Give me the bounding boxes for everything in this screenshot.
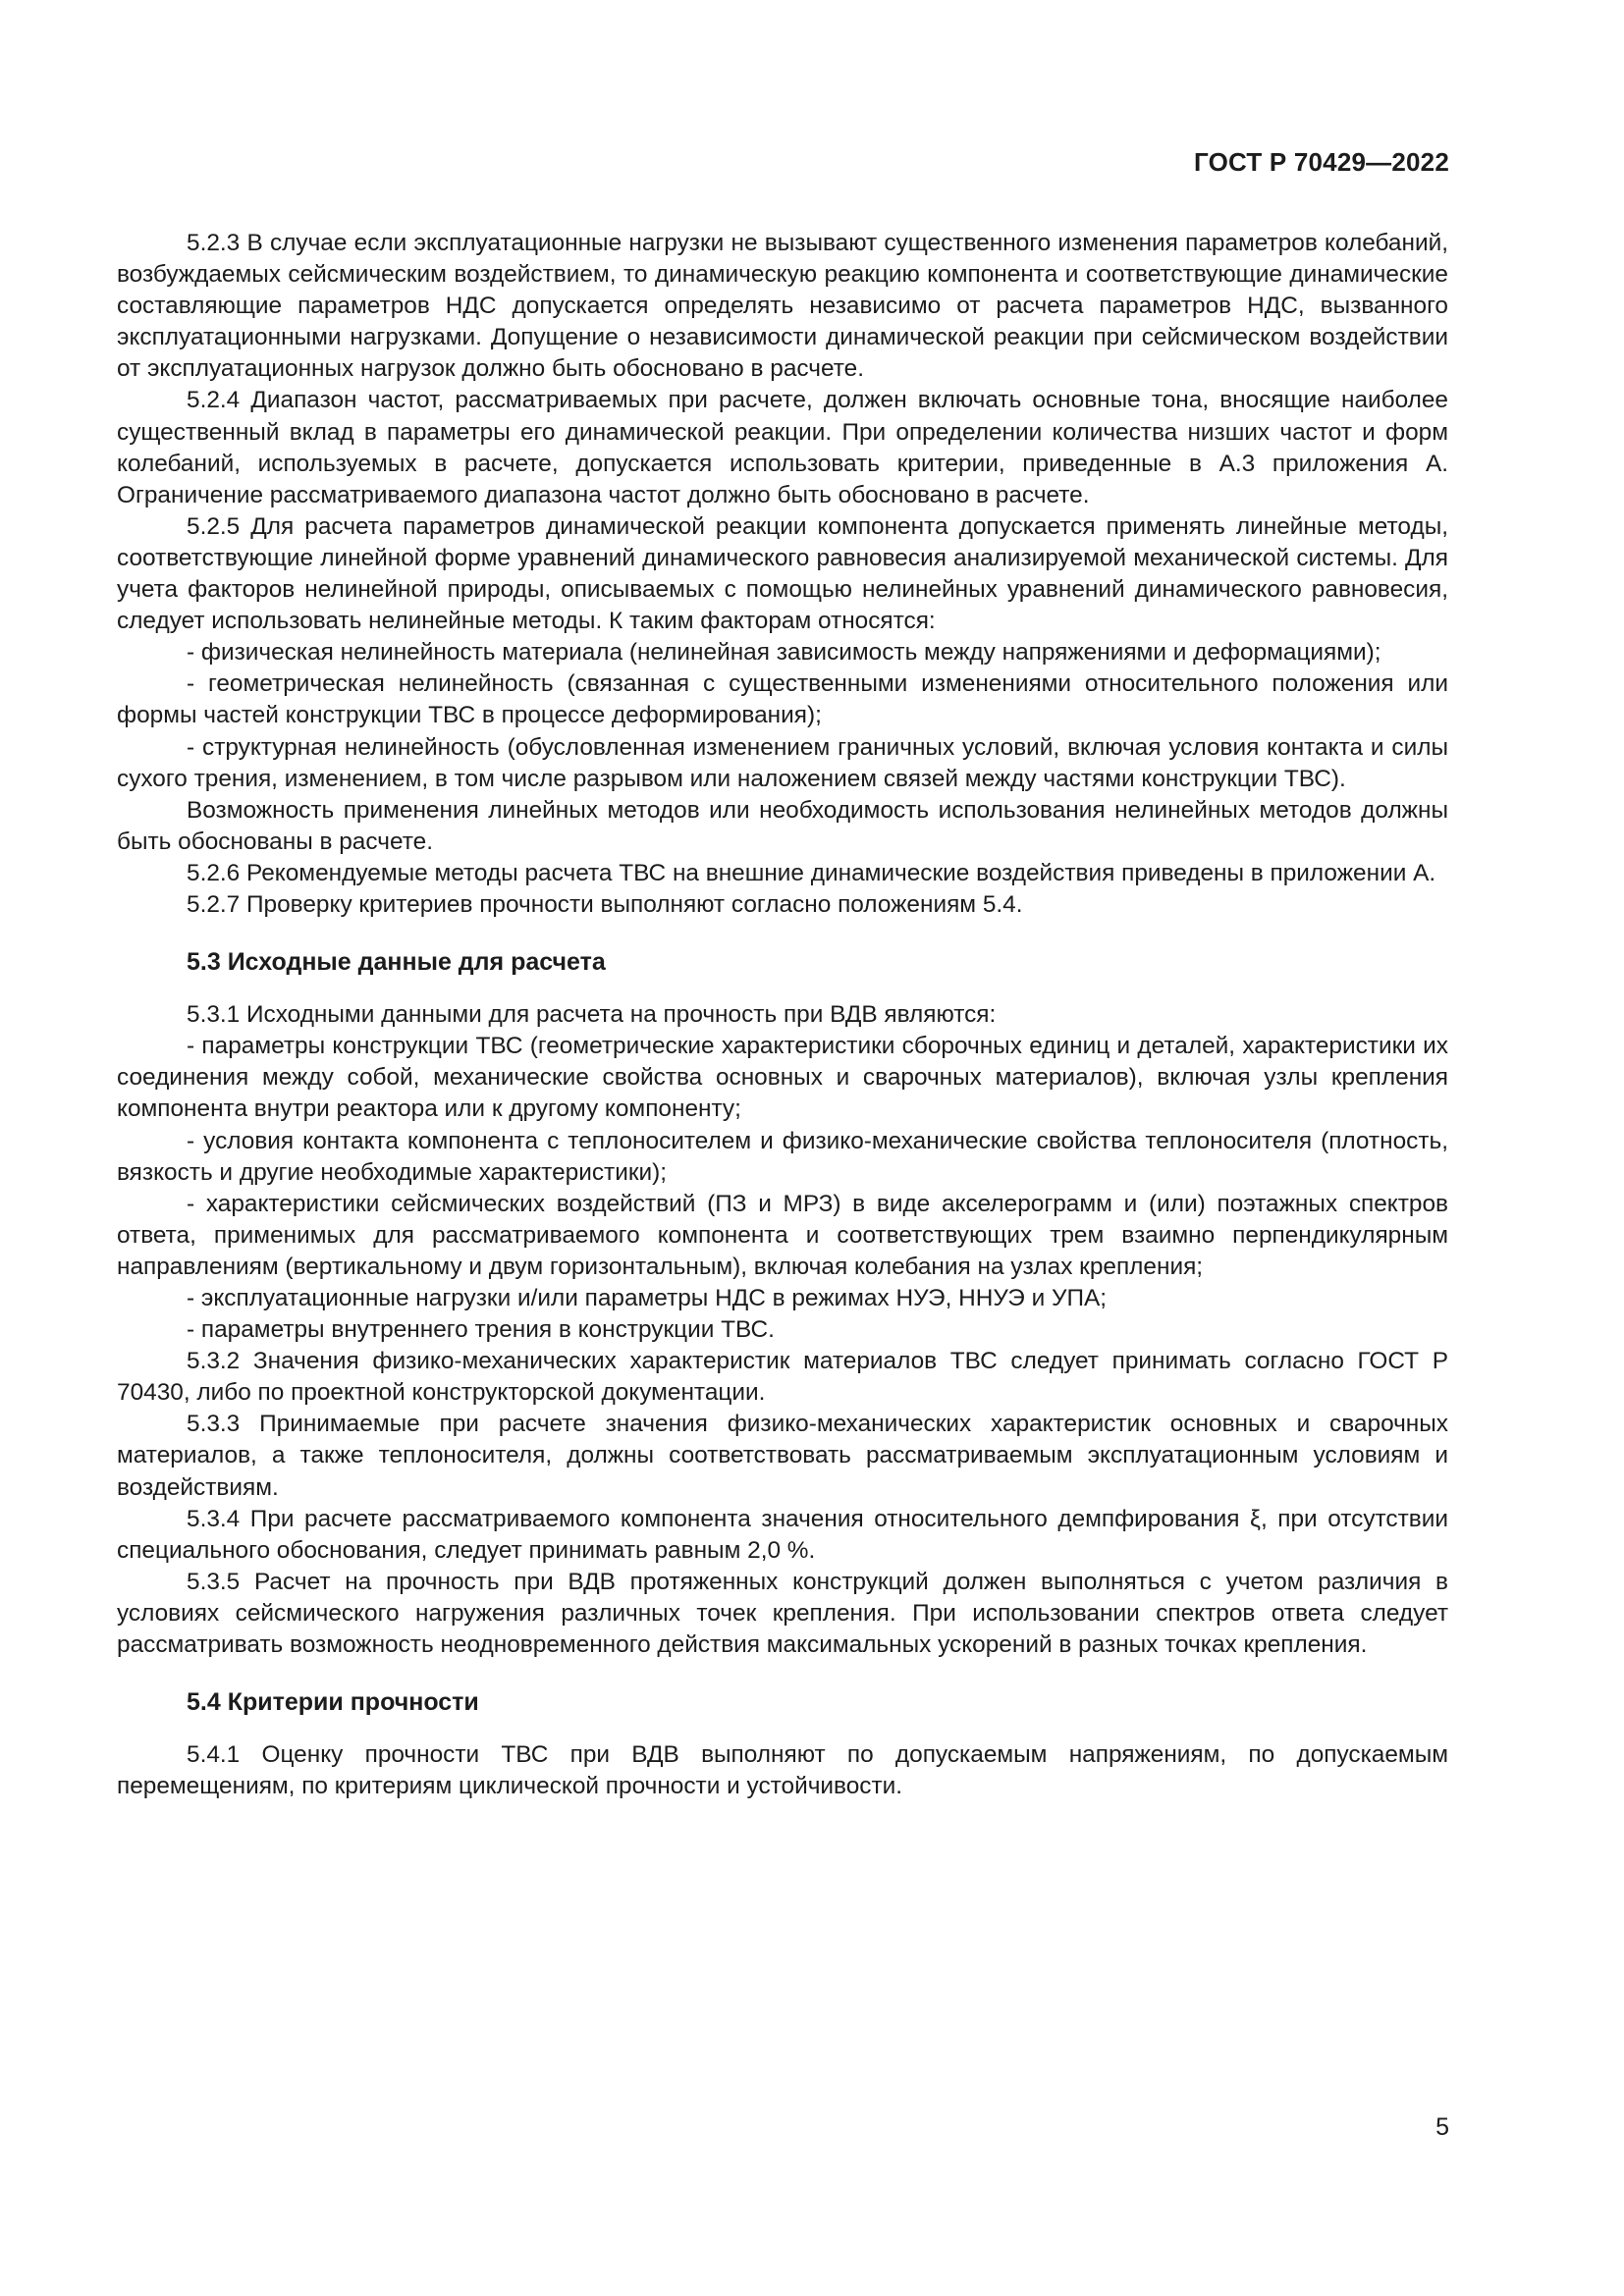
list-item-structural-nonlinearity: - структурная нелинейность (обусловленная изменением граничных условий, включая условия контакта и силы сухого трения, изменением, в том числе разрывом или наложением связей между частями конструкции ТВС). [117, 733, 1448, 792]
paragraph-5-2-6: 5.2.6 Рекомендуемые методы расчета ТВС на внешние динамические воздействия приведены в приложении А. [187, 859, 1436, 886]
section-spacer [117, 1661, 1448, 1686]
list-item-operational-loads: - эксплуатационные нагрузки и/или параметры НДС в режимах НУЭ, ННУЭ и УПА; [187, 1285, 1108, 1311]
section-heading-5-3: 5.3 Исходные данные для расчета [187, 948, 606, 977]
document-code-header: ГОСТ Р 70429—2022 [1194, 147, 1449, 177]
list-item-internal-friction: - параметры внутреннего трения в конструкции ТВС. [187, 1316, 775, 1344]
list-item-coolant-contact: - условия контакта компонента с теплоносителем и физико-механические свойства теплоносителя (плотность, вязкость и другие необходимые характеристики); [117, 1127, 1448, 1186]
list-item-construction-parameters: - параметры конструкции ТВС (геометрические характеристики сборочных единиц и деталей, характеристики их соединения между собой, механические свойства основных и сварочных материалов), включая узлы крепления компонента внутри реактора или к другому компоненту; [117, 1033, 1448, 1123]
section-heading-5-4: 5.4 Критерии прочности [187, 1688, 479, 1717]
paragraph-5-2-3: 5.2.3 В случае если эксплуатационные нагрузки не вызывают существенного изменения параметров колебаний, возбуждаемых сейсмическим воздействием, то динамическую реакцию компонента и соответствующие динамические составляющие параметров НДС допускается определять независимо от расчета параметров НДС, вызванного эксплуатационными нагрузками. Допущение о независимости динамической реакции при сейсмическом воздействии от эксплуатационных нагрузок должно быть обосновано в расчете. [117, 230, 1448, 383]
paragraph-5-2-7: 5.2.7 Проверку критериев прочности выполняют согласно положениям 5.4. [187, 890, 1023, 918]
document-body [117, 228, 1448, 1802]
paragraph-linear-methods-justification: Возможность применения линейных методов или необходимость использования нелинейных методов должны быть обоснованы в расчете. [117, 796, 1448, 855]
paragraph-5-3-1: 5.3.1 Исходными данными для расчета на прочность при ВДВ являются: [187, 1001, 997, 1029]
list-item-physical-nonlinearity: - физическая нелинейность материала (нелинейная зависимость между напряжениями и деформациями); [187, 639, 1381, 667]
paragraph-5-4-1: 5.4.1 Оценку прочности ТВС при ВДВ выполняют по допускаемым напряжениям, по допускаемым перемещениям, по критериям циклической прочности и устойчивости. [117, 1741, 1448, 1800]
list-item-seismic-characteristics: - характеристики сейсмических воздействий (ПЗ и МРЗ) в виде акселерограмм и (или) поэтажных спектров ответа, применимых для рассматриваемого компонента и соответствующих трем взаимно перпендикулярным направлениям (вертикальному и двум горизонтальным), включая колебания на узлах крепления; [117, 1190, 1448, 1280]
paragraph-5-3-5: 5.3.5 Расчет на прочность при ВДВ протяженных конструкций должен выполняться с учетом различия в условиях сейсмического нагружения различных точек крепления. При использовании спектров ответа следует рассматривать возможность неодновременного действия максимальных ускорений в разных точках крепления. [117, 1568, 1448, 1659]
paragraph-5-3-4: 5.3.4 При расчете рассматриваемого компонента значения относительного демпфирования ξ, при отсутствии специального обоснования, следует принимать равным 2,0 %. [117, 1505, 1448, 1564]
paragraph-5-2-5: 5.2.5 Для расчета параметров динамической реакции компонента допускается применять линейные методы, соответствующие линейной форме уравнений динамического равновесия анализируемой механической системы. Для учета факторов нелинейной природы, описываемых с помощью нелинейных уравнений динамического равновесия, следует использовать нелинейные методы. К таким факторам относятся: [117, 512, 1448, 635]
list-item-geometric-nonlinearity: - геометрическая нелинейность (связанная с существенными изменениями относительного положения или формы частей конструкции ТВС в процессе деформирования); [117, 670, 1448, 729]
section-spacer [117, 921, 1448, 946]
paragraph-5-3-3: 5.3.3 Принимаемые при расчете значения физико-механических характеристик основных и сварочных материалов, а также теплоносителя, должны соответствовать рассматриваемым эксплуатационным условиям и воздействиям. [117, 1411, 1448, 1501]
page-number: 5 [1435, 2113, 1449, 2141]
paragraph-5-2-4: 5.2.4 Диапазон частот, рассматриваемых при расчете, должен включать основные тона, вносящие наиболее существенный вклад в параметры его динамической реакции. При определении количества низших частот и форм колебаний, используемых в расчете, допускается использовать критерии, приведенные в А.3 приложения А. Ограничение рассматриваемого диапазона частот должно быть обосновано в расчете. [117, 387, 1448, 508]
paragraph-5-3-2: 5.3.2 Значения физико-механических характеристик материалов ТВС следует принимать согласно ГОСТ Р 70430, либо по проектной конструкторской документации. [117, 1348, 1448, 1407]
section-spacer [117, 1718, 1448, 1739]
section-spacer [117, 978, 1448, 999]
